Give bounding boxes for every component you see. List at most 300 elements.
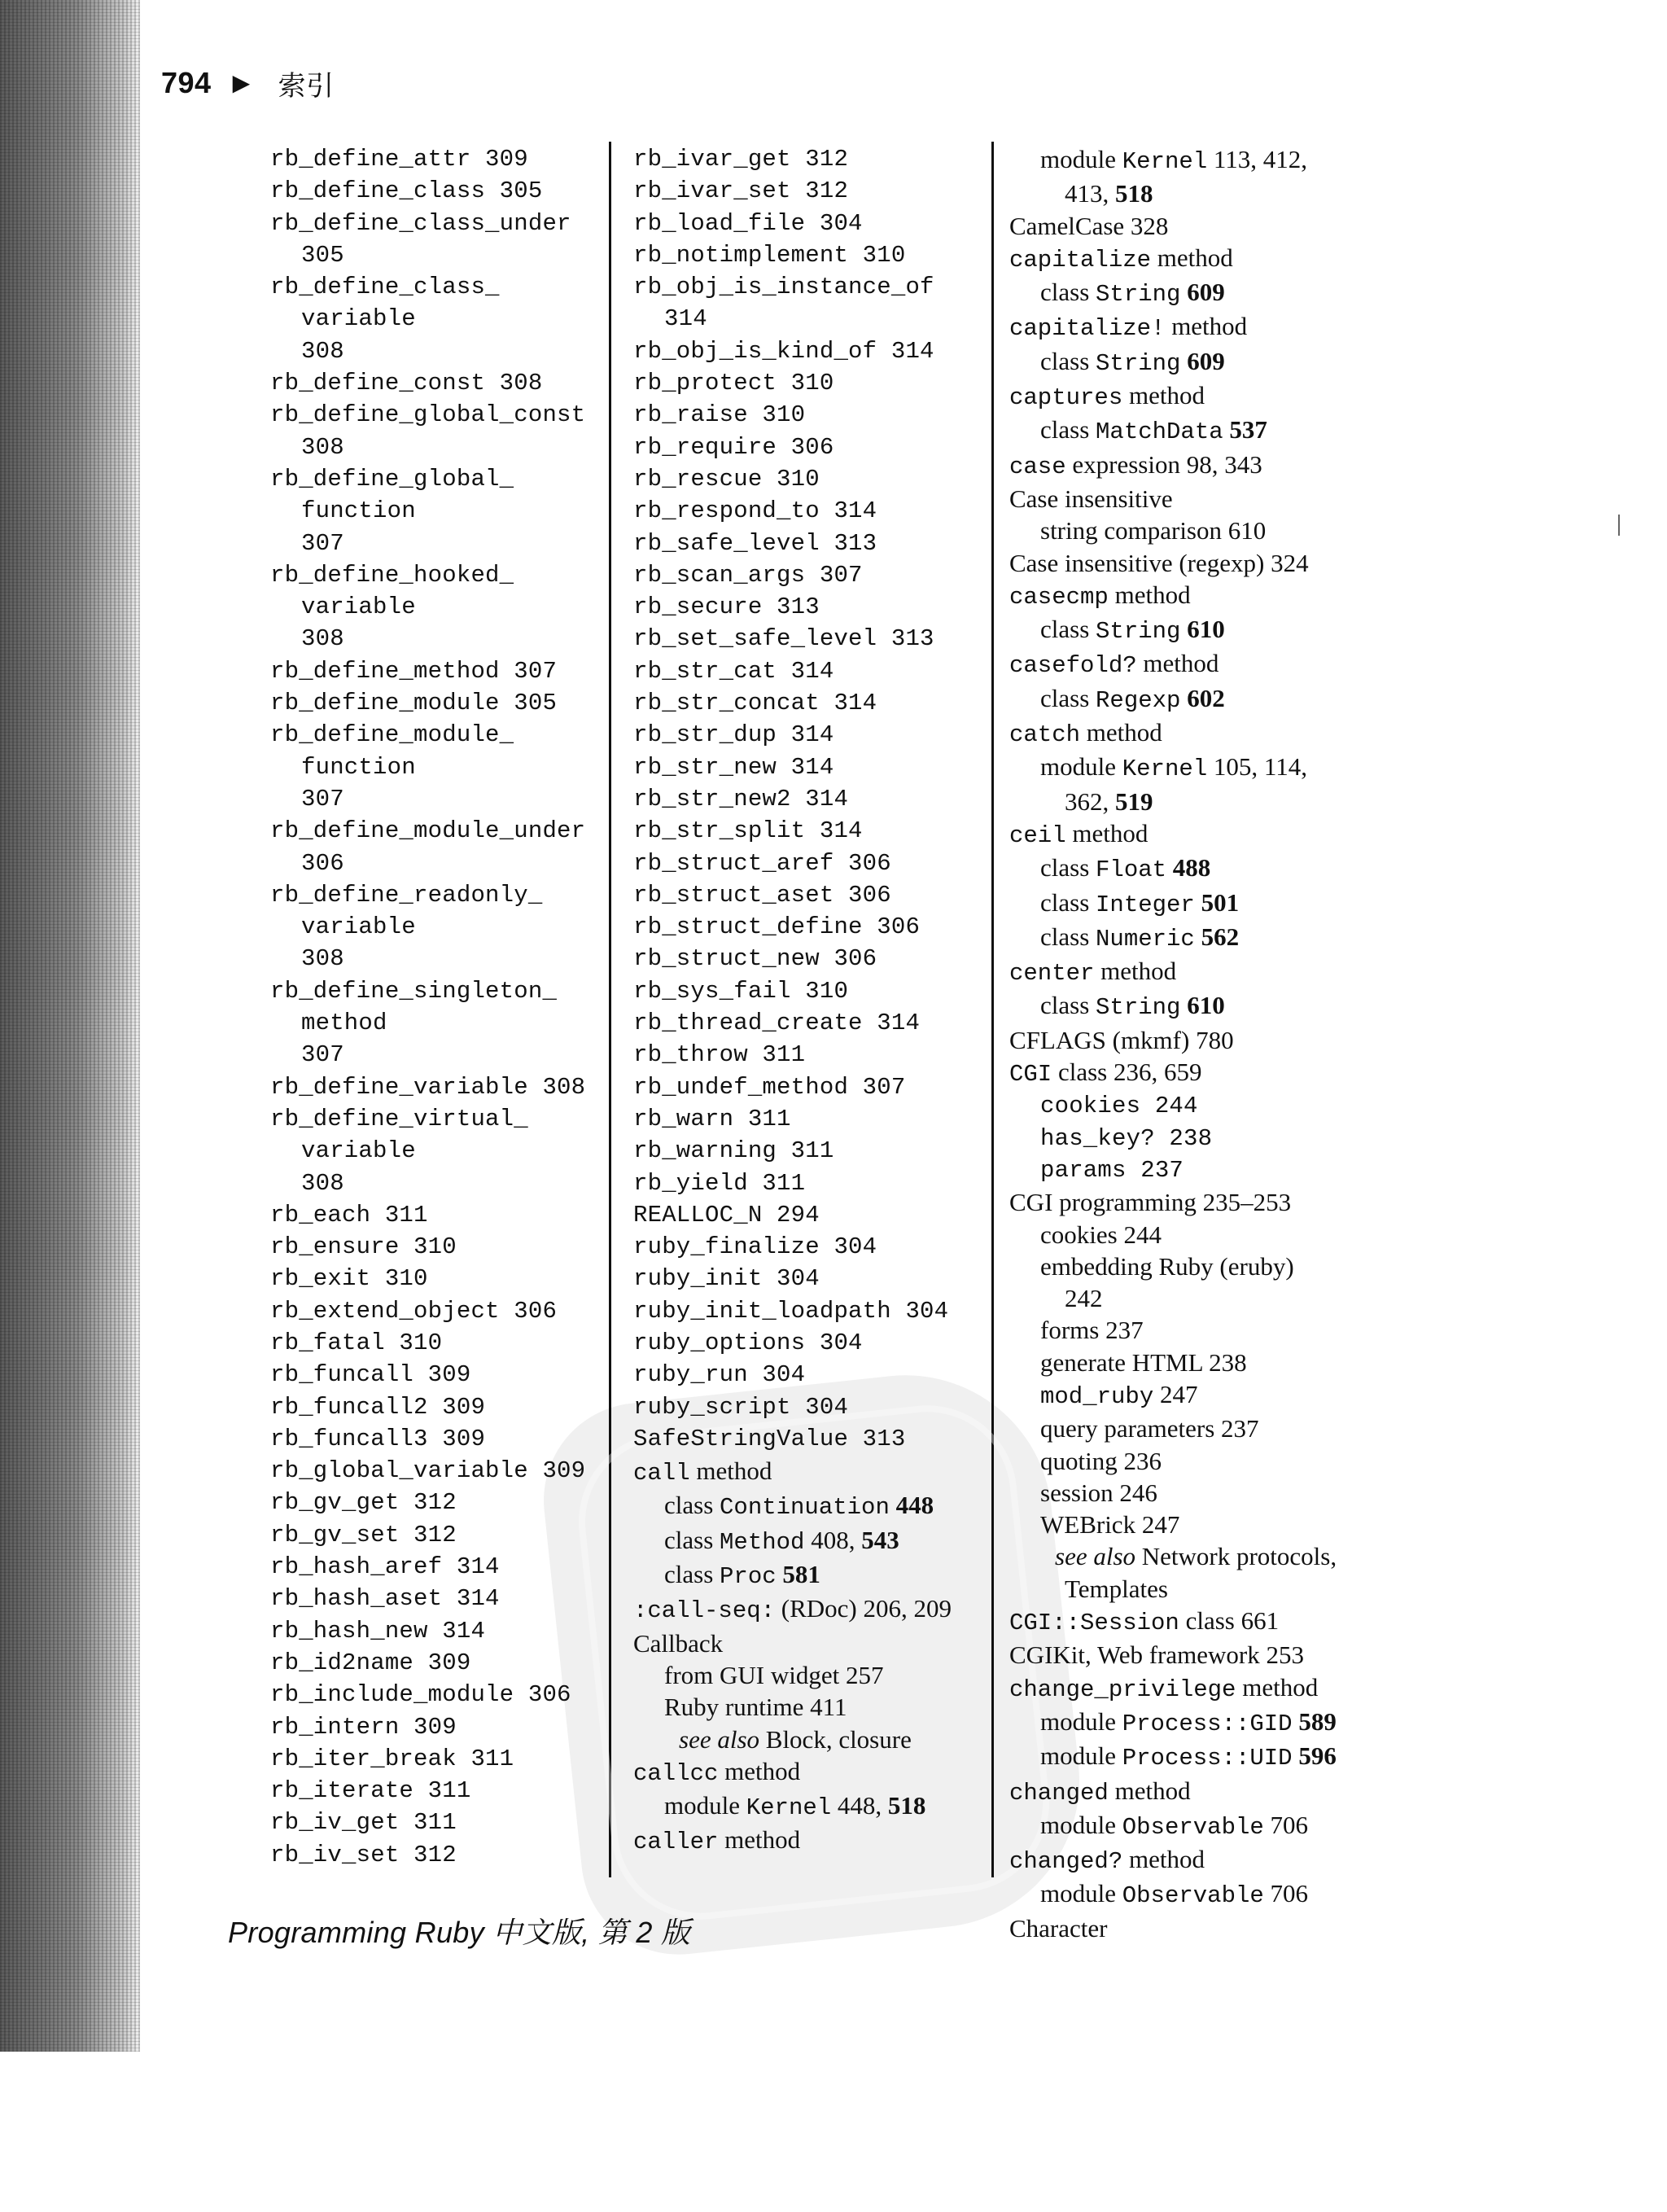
index-entry-text: rb_ivar_get 312 xyxy=(633,146,849,173)
index-entry xyxy=(270,1199,620,1231)
index-entry xyxy=(1009,1445,1384,1477)
index-entry-part: caller xyxy=(633,1829,719,1856)
index-entry-text: rb_iter_break 311 xyxy=(270,1745,514,1772)
index-entry xyxy=(270,591,620,623)
index-entry xyxy=(1009,1186,1384,1218)
index-entry-part: see also xyxy=(1055,1542,1136,1571)
index-entry xyxy=(633,943,975,975)
index-entry xyxy=(633,1359,975,1391)
index-entry-part: 581 xyxy=(782,1560,820,1589)
index-entry-text: rb_scan_args 307 xyxy=(633,561,863,589)
index-entry-part: class xyxy=(1040,991,1096,1020)
index-entry-part: class xyxy=(1040,922,1096,951)
index-entry-text: rb_throw 311 xyxy=(633,1041,806,1069)
index-entry-text: variable xyxy=(301,913,416,941)
index-entry-part: method xyxy=(1136,649,1219,678)
index-entry xyxy=(1009,989,1384,1023)
index-entry-part: method xyxy=(689,1456,772,1486)
index-column-middle xyxy=(633,143,975,1859)
index-entry-text: rb_iterate 311 xyxy=(270,1777,471,1805)
index-entry-text: rb_each 311 xyxy=(270,1201,428,1229)
index-entry-text: rb_yield 311 xyxy=(633,1169,806,1197)
index-entry-part: Kernel xyxy=(1122,756,1208,783)
index-entry xyxy=(1009,1347,1384,1378)
index-entry-text: variable xyxy=(301,1137,416,1165)
index-entry-text: rb_gv_set 312 xyxy=(270,1521,457,1548)
index-entry xyxy=(1009,817,1384,852)
index-entry-part: 501 xyxy=(1201,887,1240,917)
index-entry xyxy=(1009,1477,1384,1509)
index-entry xyxy=(270,1615,620,1647)
index-entry xyxy=(633,1295,975,1327)
book-spine-shadow xyxy=(0,0,140,2052)
index-entry xyxy=(1009,1123,1384,1154)
index-entry xyxy=(633,1755,975,1789)
index-entry-part: capitalize! xyxy=(1009,315,1166,343)
index-entry xyxy=(633,175,975,207)
index-entry xyxy=(1009,1154,1384,1186)
index-entry xyxy=(270,687,620,719)
index-entry-text: rb_define_variable 308 xyxy=(270,1073,586,1101)
index-entry-part: captures xyxy=(1009,384,1123,412)
index-entry-text: cookies 244 xyxy=(1040,1220,1162,1249)
index-entry-part: 448, xyxy=(831,1791,888,1820)
index-entry-part: call xyxy=(633,1460,690,1487)
index-entry-part: 596 xyxy=(1298,1741,1337,1771)
index-entry-part: :call-seq: xyxy=(633,1597,776,1625)
index-entry xyxy=(1009,547,1384,579)
index-entry-text: rb_rescue 310 xyxy=(633,465,820,493)
index-entry xyxy=(1009,1413,1384,1444)
index-entry-part: method xyxy=(1108,1776,1191,1805)
index-entry-text: CFLAGS (mkmf) 780 xyxy=(1009,1025,1234,1054)
index-entry-part: Float xyxy=(1096,856,1167,884)
index-entry-text: rb_global_variable 309 xyxy=(270,1457,586,1485)
index-entry xyxy=(270,463,620,495)
index-entry-text: rb_iv_get 311 xyxy=(270,1809,457,1837)
index-entry-part: see also xyxy=(679,1724,760,1754)
index-entry-text: rb_extend_object 306 xyxy=(270,1297,558,1325)
index-entry-part: 562 xyxy=(1201,922,1240,951)
index-entry xyxy=(1009,1912,1384,1944)
index-entry xyxy=(270,1231,620,1263)
index-entry-text: rb_define_virtual_ xyxy=(270,1105,528,1132)
index-entry xyxy=(1009,449,1384,483)
index-entry-part: 543 xyxy=(861,1525,899,1554)
index-entry-text: 305 xyxy=(301,241,344,269)
index-entry-text: rb_str_concat 314 xyxy=(633,690,877,717)
index-entry xyxy=(633,271,975,303)
index-entry xyxy=(270,719,620,751)
index-entry-text: 242 xyxy=(1065,1284,1103,1313)
index-entry-part: change_privilege xyxy=(1009,1675,1236,1703)
index-entry xyxy=(1009,1378,1384,1413)
index-entry-part: 247 xyxy=(1153,1379,1198,1408)
index-entry xyxy=(270,1391,620,1423)
index-entry xyxy=(270,559,620,591)
index-entry xyxy=(633,1724,975,1755)
index-entry-part: class xyxy=(1040,683,1096,712)
index-entry-text: embedding Ruby (eruby) xyxy=(1040,1251,1294,1281)
index-entry xyxy=(1009,414,1384,448)
index-entry xyxy=(270,848,620,879)
index-entry xyxy=(1009,1639,1384,1671)
index-entry-text: string comparison 610 xyxy=(1040,516,1267,545)
index-entry-part: 105, 114, xyxy=(1207,752,1308,782)
index-entry xyxy=(633,623,975,655)
index-entry-text: rb_define_hooked_ xyxy=(270,561,514,589)
index-entry xyxy=(270,1519,620,1551)
index-entry-text: Templates xyxy=(1065,1574,1168,1603)
index-entry xyxy=(633,1327,975,1359)
index-entry-text: rb_str_new 314 xyxy=(633,753,834,781)
index-entry xyxy=(1009,515,1384,546)
index-entry xyxy=(633,1231,975,1263)
index-entry-part: Block, closure xyxy=(759,1724,912,1754)
index-entry-text: rb_define_module 305 xyxy=(270,690,558,717)
index-entry-text: quoting 236 xyxy=(1040,1446,1162,1475)
index-entry-part: method xyxy=(1094,957,1177,986)
index-entry xyxy=(633,1558,975,1592)
index-entry xyxy=(1009,1671,1384,1706)
margin-mark xyxy=(1618,515,1620,536)
index-entry-part: ceil xyxy=(1009,821,1066,849)
index-entry xyxy=(633,1071,975,1103)
index-entry-text: rb_warn 311 xyxy=(633,1105,791,1132)
index-entry xyxy=(270,431,620,463)
index-entry-text: rb_struct_new 306 xyxy=(633,945,877,973)
index-entry xyxy=(1009,751,1384,785)
index-entry-text: rb_funcall3 309 xyxy=(270,1425,486,1452)
index-entry xyxy=(633,1167,975,1199)
index-entry xyxy=(1009,310,1384,344)
index-entry-text: 314 xyxy=(664,305,707,333)
index-entry-text: rb_define_singleton_ xyxy=(270,977,558,1005)
index-entry-text: rb_struct_aref 306 xyxy=(633,849,891,877)
index-entry xyxy=(1009,647,1384,681)
index-entry-part: Process::UID xyxy=(1122,1745,1293,1772)
index-entry-text: 306 xyxy=(301,849,344,877)
index-entry-text: rb_notimplement 310 xyxy=(633,241,906,269)
index-entry-text: rb_warning 311 xyxy=(633,1137,834,1165)
index-entry xyxy=(1009,345,1384,379)
index-entry-part: class xyxy=(1040,415,1096,445)
index-entry xyxy=(633,1627,975,1659)
index-entry xyxy=(633,655,975,687)
index-entry-part: 519 xyxy=(1115,786,1153,816)
index-entry xyxy=(1009,1056,1384,1090)
index-entry xyxy=(633,591,975,623)
index-entry xyxy=(270,1583,620,1614)
index-entry-text: function xyxy=(301,497,416,525)
index-entry-part: class 236, 659 xyxy=(1052,1058,1202,1087)
index-entry-part: casecmp xyxy=(1009,583,1109,611)
index-entry-part: module xyxy=(1040,1741,1122,1771)
page-header xyxy=(161,60,335,106)
index-entry-text: has_key? 238 xyxy=(1040,1124,1213,1152)
index-entry xyxy=(1009,276,1384,310)
index-entry xyxy=(270,975,620,1007)
index-entry xyxy=(270,1455,620,1487)
index-entry-text: ruby_init_loadpath 304 xyxy=(633,1297,949,1325)
index-entry-part: CGI::Session xyxy=(1009,1610,1179,1637)
index-entry xyxy=(633,559,975,591)
index-entry-text: query parameters 237 xyxy=(1040,1414,1259,1443)
index-entry-text: Ruby runtime 411 xyxy=(664,1693,847,1722)
index-entry-part: method xyxy=(1151,243,1233,272)
index-entry-text: rb_funcall 309 xyxy=(270,1361,471,1389)
index-entry-text: rb_sys_fail 310 xyxy=(633,977,849,1005)
index-entry-text: rb_fatal 310 xyxy=(270,1329,443,1356)
index-entry xyxy=(270,1167,620,1199)
index-entry xyxy=(633,528,975,559)
index-entry-part: method xyxy=(1165,312,1248,341)
index-entry-part: 113, 412, xyxy=(1207,145,1308,173)
index-entry xyxy=(270,1743,620,1775)
index-entry xyxy=(270,399,620,431)
index-entry xyxy=(1009,852,1384,886)
index-entry-text: rb_define_module_under xyxy=(270,817,586,845)
index-entry xyxy=(1009,1843,1384,1877)
index-entry-text: forms 237 xyxy=(1040,1316,1144,1345)
index-entry xyxy=(633,1691,975,1723)
index-entry-text: rb_intern 309 xyxy=(270,1713,457,1741)
index-entry xyxy=(633,495,975,527)
index-entry xyxy=(633,463,975,495)
index-entry-text: rb_str_split 314 xyxy=(633,817,863,845)
index-entry xyxy=(633,687,975,719)
index-entry xyxy=(1009,483,1384,515)
index-entry xyxy=(270,623,620,655)
index-entry xyxy=(1009,716,1384,751)
index-entry xyxy=(1009,1877,1384,1912)
index-entry xyxy=(270,367,620,399)
index-entry xyxy=(1009,1740,1384,1774)
index-entry-text: from GUI widget 257 xyxy=(664,1660,884,1689)
index-entry xyxy=(633,879,975,911)
index-entry-part: 609 xyxy=(1187,278,1225,307)
index-entry-text: SafeStringValue 313 xyxy=(633,1425,906,1452)
index-entry-text: rb_protect 310 xyxy=(633,370,834,397)
index-entry-part: Observable xyxy=(1122,1882,1264,1910)
index-entry xyxy=(270,655,620,687)
index-entry xyxy=(270,1135,620,1167)
index-entry-part: 448 xyxy=(895,1491,934,1520)
index-entry xyxy=(1009,1251,1384,1282)
index-entry xyxy=(270,271,620,303)
index-entry xyxy=(1009,1090,1384,1122)
index-entry-part: Network protocols, xyxy=(1135,1542,1337,1571)
index-entry-part: Kernel xyxy=(746,1794,832,1822)
index-entry-text: rb_str_dup 314 xyxy=(633,721,834,749)
index-entry-part: callcc xyxy=(633,1759,719,1787)
index-entry xyxy=(270,143,620,175)
index-entry-part: CGI xyxy=(1009,1061,1052,1088)
index-entry xyxy=(633,1199,975,1231)
index-entry xyxy=(270,335,620,367)
index-entry-part: 537 xyxy=(1229,415,1267,445)
index-entry-text: rb_funcall2 309 xyxy=(270,1393,486,1421)
index-entry xyxy=(633,1039,975,1071)
index-entry-text: rb_require 306 xyxy=(633,433,834,461)
index-entry-text: rb_struct_aset 306 xyxy=(633,881,891,909)
index-entry xyxy=(270,495,620,527)
index-entry xyxy=(270,911,620,943)
index-entry-part: method xyxy=(718,1825,801,1855)
index-entry xyxy=(1009,1540,1384,1572)
index-entry-part: 518 xyxy=(887,1791,926,1820)
index-entry xyxy=(633,1391,975,1423)
index-entry xyxy=(1009,1809,1384,1843)
index-entry-text: rb_safe_level 313 xyxy=(633,529,877,557)
index-entry-text: rb_define_readonly_ xyxy=(270,881,543,909)
index-entry-part: class xyxy=(664,1491,720,1520)
page-title: 索引 xyxy=(278,69,335,103)
index-entry xyxy=(633,431,975,463)
index-entry xyxy=(633,1135,975,1167)
index-entry xyxy=(270,528,620,559)
index-entry-part: changed xyxy=(1009,1779,1109,1807)
index-entry-part: expression 98, 343 xyxy=(1065,449,1262,479)
index-entry-part: module xyxy=(664,1791,746,1820)
index-entry-text: ruby_options 304 xyxy=(633,1329,863,1356)
index-entry-part: String xyxy=(1096,281,1181,309)
index-entry-text: Callback xyxy=(633,1628,724,1658)
index-entry xyxy=(1009,1314,1384,1346)
index-entry-part: String xyxy=(1096,349,1181,377)
index-entry-part: casefold? xyxy=(1009,652,1137,680)
index-entry xyxy=(633,911,975,943)
index-entry xyxy=(270,1039,620,1071)
index-entry xyxy=(270,1071,620,1103)
index-entry xyxy=(1009,1775,1384,1809)
index-entry xyxy=(633,1824,975,1858)
index-entry-text: 308 xyxy=(301,945,344,973)
index-entry xyxy=(1009,1509,1384,1540)
index-column-right xyxy=(1009,143,1384,1944)
index-entry-part: class xyxy=(1040,853,1096,883)
index-entry-text: CGIKit, Web framework 253 xyxy=(1009,1640,1304,1670)
index-entry xyxy=(633,335,975,367)
index-entry-part: method xyxy=(1065,818,1149,848)
index-entry-part: catch xyxy=(1009,721,1081,749)
index-entry xyxy=(633,143,975,175)
triangle-right-icon: ▶ xyxy=(232,70,251,95)
index-entry-part: 610 xyxy=(1187,615,1225,644)
index-entry-text: session 246 xyxy=(1040,1478,1157,1507)
index-entry-part xyxy=(1166,853,1173,882)
index-entry-text: rb_undef_method 307 xyxy=(633,1073,906,1101)
index-entry xyxy=(1009,1573,1384,1605)
index-entry-text: rb_define_class 305 xyxy=(270,177,543,205)
index-entry-part: String xyxy=(1096,618,1181,646)
index-entry xyxy=(1009,579,1384,613)
index-entry-text: rb_define_const 308 xyxy=(270,370,543,397)
index-entry xyxy=(633,783,975,815)
index-entry-part xyxy=(1195,922,1201,951)
index-entry-text: variable xyxy=(301,594,416,621)
index-entry-part: Numeric xyxy=(1096,925,1195,953)
index-entry xyxy=(633,399,975,431)
index-entry xyxy=(1009,143,1384,177)
index-entry xyxy=(270,303,620,335)
index-entry xyxy=(1009,613,1384,647)
index-entry xyxy=(633,208,975,239)
index-entry-text: 308 xyxy=(301,433,344,461)
index-entry-text: rb_obj_is_kind_of 314 xyxy=(633,337,934,365)
index-entry-text: ruby_init 304 xyxy=(633,1265,820,1293)
index-entry-text: rb_define_class_ xyxy=(270,274,500,301)
index-entry xyxy=(1009,1605,1384,1639)
index-entry-part: class xyxy=(664,1560,720,1589)
index-entry-text: generate HTML 238 xyxy=(1040,1347,1247,1377)
index-entry-text: ruby_script 304 xyxy=(633,1393,849,1421)
index-entry-text: rb_respond_to 314 xyxy=(633,497,877,525)
index-entry-part xyxy=(1195,888,1201,917)
index-entry xyxy=(633,1789,975,1824)
index-entry xyxy=(633,815,975,847)
index-entry-part: 408, xyxy=(804,1525,862,1554)
index-entry-part: module xyxy=(1040,752,1122,782)
index-entry-text: rb_define_module_ xyxy=(270,721,514,749)
index-entry xyxy=(1009,177,1384,209)
index-entry-part: Kernel xyxy=(1122,148,1208,175)
index-entry xyxy=(270,1295,620,1327)
index-entry-text: rb_struct_define 306 xyxy=(633,913,921,941)
index-entry xyxy=(270,1423,620,1455)
index-entry-text: Character xyxy=(1009,1913,1108,1943)
index-entry-text: rb_str_cat 314 xyxy=(633,657,834,685)
index-entry xyxy=(633,1007,975,1039)
index-entry-part: module xyxy=(1040,1706,1122,1736)
index-entry-part: 610 xyxy=(1187,991,1225,1020)
index-entry xyxy=(633,1103,975,1135)
index-entry xyxy=(1009,242,1384,276)
index-entry xyxy=(1009,887,1384,921)
index-entry-part: class xyxy=(1040,887,1096,917)
index-entry xyxy=(270,1807,620,1838)
index-entry xyxy=(633,975,975,1007)
index-entry-part: Observable xyxy=(1122,1813,1264,1841)
index-entry xyxy=(270,1647,620,1679)
index-entry xyxy=(1009,1024,1384,1056)
index-entry xyxy=(270,1359,620,1391)
index-entry-part: class xyxy=(1040,615,1096,644)
index-entry-part: method xyxy=(718,1756,801,1785)
index-entry xyxy=(270,1263,620,1294)
index-entry xyxy=(633,1659,975,1691)
index-column-left xyxy=(270,143,620,1871)
index-entry xyxy=(633,1524,975,1558)
index-entry-text: CGI programming 235–253 xyxy=(1009,1188,1292,1217)
index-entry xyxy=(1009,210,1384,242)
index-entry xyxy=(633,719,975,751)
index-entry xyxy=(633,1489,975,1523)
index-entry-text: rb_define_global_const xyxy=(270,401,586,429)
index-entry xyxy=(633,751,975,783)
index-entry-text: rb_obj_is_instance_of xyxy=(633,274,934,301)
index-entry-text: rb_hash_new 314 xyxy=(270,1617,486,1645)
index-entry-text: rb_ensure 310 xyxy=(270,1233,457,1261)
index-entry-part: method xyxy=(1080,718,1162,747)
index-entry xyxy=(270,943,620,975)
index-entry xyxy=(633,303,975,335)
index-entry xyxy=(270,1551,620,1583)
index-entry xyxy=(270,815,620,847)
index-entry-part: method xyxy=(1108,580,1191,609)
index-entry-text: rb_secure 313 xyxy=(633,594,820,621)
index-entry-text: rb_define_method 307 xyxy=(270,657,558,685)
